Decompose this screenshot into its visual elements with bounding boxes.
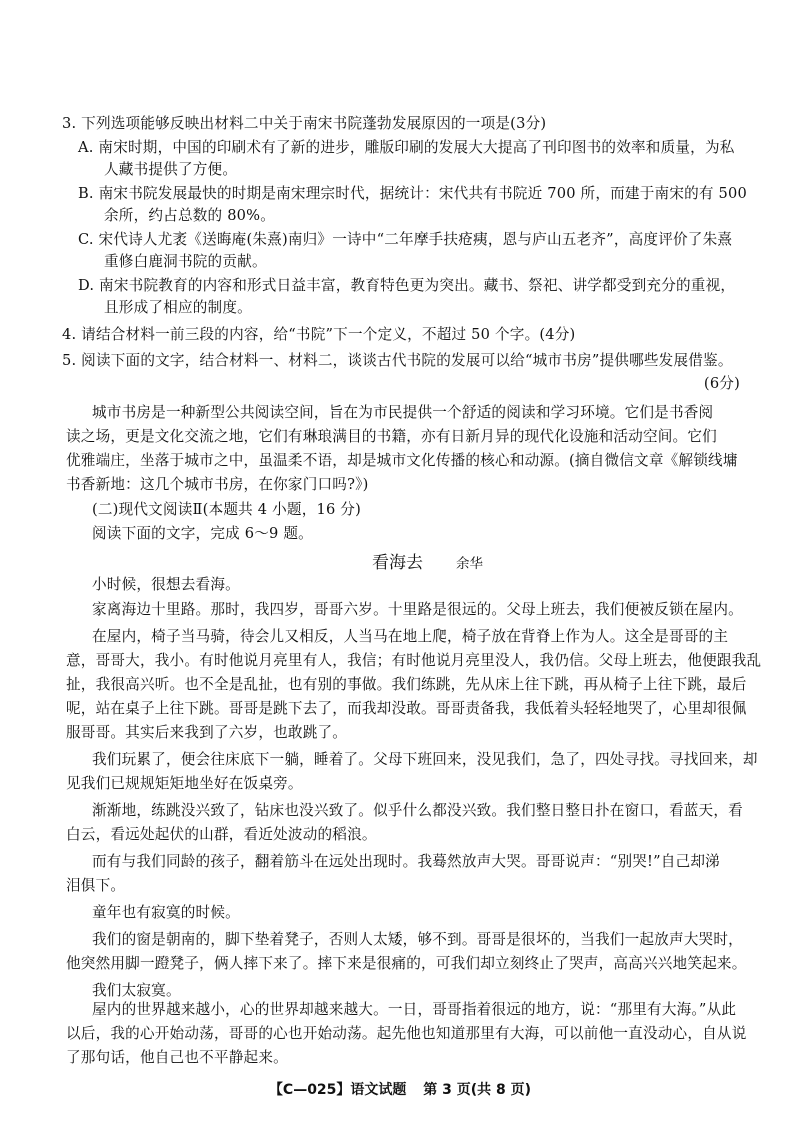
- article-line: 以后，我的心开始动荡，哥哥的心也开始动荡。起先他也知道那里有大海，可以前他一直没动心，自从说: [66, 1025, 747, 1042]
- option-d-line-2: 且形成了相应的制度。: [104, 299, 252, 316]
- article-line: 我们太寂寞。: [92, 982, 181, 999]
- option-b-line-1: B. 南宋书院发展最快的时期是南宋理宗时代，据统计：宋代共有书院近 700 所，而建于南宋的有 500: [78, 185, 747, 202]
- option-a-line-1: A. 南宋时期，中国的印刷术有了新的进步，雕版印刷的发展大大提高了刊印图书的效率和质量，为私: [78, 139, 735, 156]
- section-instruction: 阅读下面的文字，完成 6～9 题。: [92, 525, 313, 542]
- article-line: 而有与我们同龄的孩子，翻着筋斗在远处出现时。我蓦然放声大哭。哥哥说声：“别哭!”自己却涕: [92, 853, 720, 870]
- passage-line-3: 优雅端庄，坐落于城市之中，虽温柔不语，却是城市文化传播的核心和动源。(摘自微信文章《解锁线墉: [66, 452, 738, 469]
- option-d-line-1: D. 南宋书院教育的内容和形式日益丰富，教育特色更为突出。藏书、祭祀、讲学都受到充分的重视，: [78, 277, 736, 294]
- article-line: 泪俱下。: [66, 877, 126, 894]
- article-line: 他突然用脚一蹬凳子，俩人摔下来了。摔下来是很痛的，可我们却立刻终止了哭声，高高兴兴地笑起来。: [66, 955, 747, 972]
- page-footer: [0, 1080, 800, 1100]
- article-line: 在屋内，椅子当马骑，待会儿又相反，人当马在地上爬，椅子放在背脊上作为人。这全是哥哥的主: [92, 628, 729, 645]
- footer-exam-code: 【C—025】语文试题: [268, 1082, 407, 1098]
- passage-line-2: 读之场，更是文化交流之地，它们有琳琅满目的书籍，亦有日新月异的现代化设施和活动空间。它们: [66, 428, 717, 445]
- question-4: 4. 请结合材料一前三段的内容，给“书院”下一个定义，不超过 50 个字。(4分): [62, 326, 576, 343]
- article-line: 我们的窗是朝南的，脚下垫着凳子，否则人太矮，够不到。哥哥是很坏的，当我们一起放声大哭时，: [92, 931, 743, 948]
- article-line: 我们玩累了，便会往床底下一躺，睡着了。父母下班回来，没见我们，急了，四处寻找。寻找回来，却: [92, 751, 758, 768]
- article-line: 意，哥哥大，我小。有时他说月亮里有人，我信；有时他说月亮里没人，我仍信。父母上班去，他便跟我乱: [66, 652, 762, 669]
- article-line: 童年也有寂寞的时候。: [92, 904, 240, 921]
- article-line: 扯，我很高兴听。也不全是乱扯，也有别的事做。我们练跳，先从床上往下跳，再从椅子上往下跳，最后: [66, 676, 747, 693]
- option-c-line-1: C. 宋代诗人尤袤《送晦庵(朱熹)南归》一诗中“二年摩手扶疮痍，恩与庐山五老齐”，高度评价了朱熹: [78, 231, 733, 248]
- article-line: 屋内的世界越来越小，心的世界却越来越大。一日，哥哥指着很远的地方，说：“那里有大海。”从此: [92, 1001, 737, 1018]
- option-c-line-2: 重修白鹿洞书院的贡献。: [104, 253, 267, 270]
- option-a-line-2: 人藏书提供了方便。: [104, 161, 238, 178]
- article-title: 看海去: [372, 553, 423, 573]
- option-b-line-2: 余所，约占总数的 80%。: [104, 207, 276, 224]
- passage-line-4: 书香新地：这几个城市书房，在你家门口吗?》): [66, 476, 369, 493]
- article-line: 渐渐地，练跳没兴致了，钻床也没兴致了。似乎什么都没兴致。我们整日整日扑在窗口，看蓝天，看: [92, 802, 743, 819]
- article-line: 家离海边十里路。那时，我四岁，哥哥六岁。十里路是很远的。父母上班去，我们便被反锁在屋内。: [92, 601, 743, 618]
- article-line: 呢，站在桌子上往下跳。哥哥是跳下去了，而我却没敢。哥哥责备我，我低着头轻轻地哭了，心里却很佩: [66, 700, 747, 717]
- question-3-stem: 3. 下列选项能够反映出材料二中关于南宋书院蓬勃发展原因的一项是(3分): [62, 115, 547, 132]
- article-line: 了那句话，他自己也不平静起来。: [66, 1049, 288, 1066]
- article-line: 服哥哥。其实后来我到了六岁，也敢跳了。: [66, 724, 348, 741]
- section-heading: (二)现代文阅读Ⅱ(本题共 4 小题，16 分): [92, 501, 361, 518]
- article-line: 见我们已规规矩矩地坐好在饭桌旁。: [66, 775, 303, 792]
- article-line: 白云，看远处起伏的山群，看近处波动的稻浪。: [66, 826, 377, 843]
- article-line: 小时候，很想去看海。: [92, 576, 240, 593]
- question-5-points: (6分): [703, 375, 740, 392]
- question-5-stem: 5. 阅读下面的文字，结合材料一、材料二，谈谈古代书院的发展可以给“城市书房”提供哪些发展借鉴。: [62, 352, 733, 369]
- footer-page-number: 第 3 页(共 8 页): [423, 1082, 532, 1098]
- article-author: 余华: [456, 556, 483, 572]
- passage-line-1: 城市书房是一种新型公共阅读空间，旨在为市民提供一个舒适的阅读和学习环境。它们是书香阅: [92, 404, 714, 421]
